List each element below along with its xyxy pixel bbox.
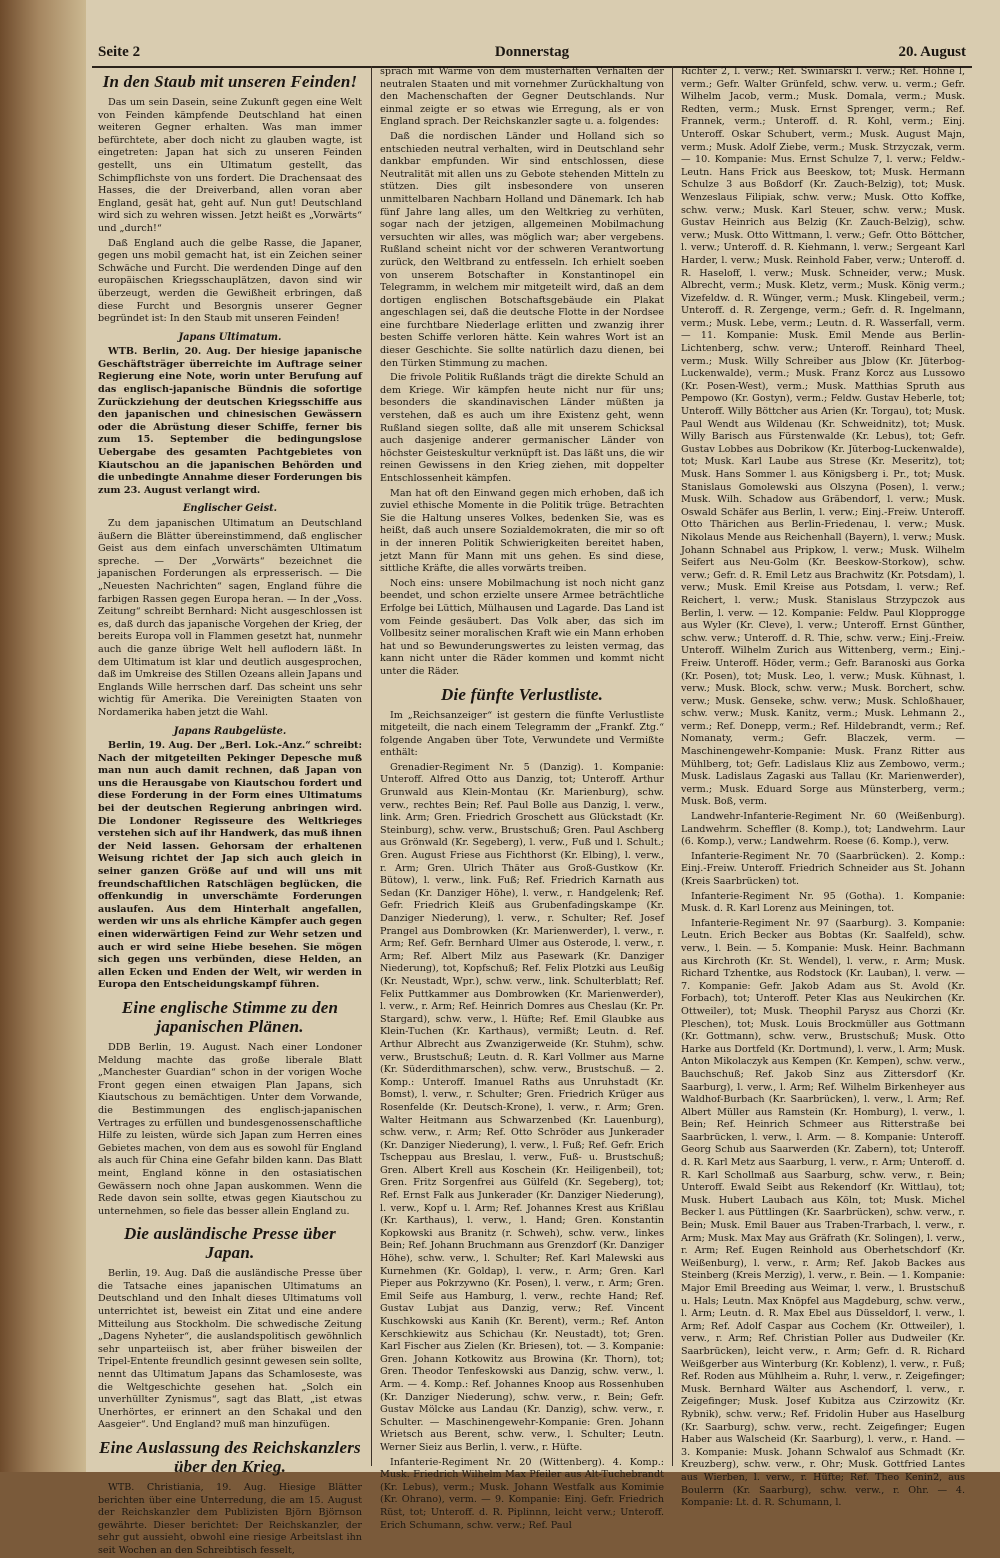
- paragraph: Das um sein Dasein, seine Zukunft gegen eine Welt von Feinden kämpfende Deutschland hat einen weiteren Gegner erhalten. Was man immer befürchtete, aber doch nicht zu glauben wagte, ist eingetreten: Japan hat sich zu unseren Feinden gestellt, uns ein Ultimatum gestellt, das Schimpflichste von uns fordert. Die Drachensaat des Hasses, die der Dreiverband, allen voran aber England, gesät hat, geht auf. Nun gut! Deutschland wird sich zu wehren wissen. Jetzt heißt es „Vorwärts“ und „durch!“: [98, 97, 362, 234]
- paragraph: Berlin, 19. Aug. Der „Berl. Lok.-Anz.“ schreibt: Nach der mitgeteilten Pekinger Depesche muß man nun auch damit rechnen, daß Japan von uns die Herausgabe von Kiautschou fordert und diese Forderung in der Form eines Ultimatums bei der deutschen Regierung anbringen wird. Die Londoner Regisseure des Weltkrieges verstehen sich auf ihr Handwerk, das muß ihnen der Neid lassen. Gehorsam der erhaltenen Weisung richtet der Jap sich auch gleich in seiner ganzen Größe auf und will uns mit freundschaftlichen Ratschlägen beglücken, die offenkundig in unverschämte Forderungen auslaufen. Aus dem Hinterhalt angefallen, werden wir uns als ehrliche Kämpfer auch gegen einen widerwärtigen Feind zur Wehr setzen und auch er wird seine Hiebe besehen. Sie mögen sich gegen uns verbünden, diese Helden, an allen Ecken und Enden der Welt, wir werden in Europa den Entscheidungskampf führen.: [98, 740, 362, 991]
- masthead: [92, 40, 972, 68]
- headline: Eine Auslassung des Reichskanzlers über den Krieg.: [99, 1438, 361, 1476]
- subheading: Japans Ultimatum.: [178, 331, 282, 343]
- paragraph: Zu dem japanischen Ultimatum an Deutschland äußern die Blätter übereinstimmend, daß englischer Geist aus dem einfach unverschämten Ultimatum spreche. — Der „Vorwärts“ bezeichnet die japanischen Forderungen als erpresserisch. — Die „Neuesten Nachrichten“ sagen, England führe die farbigen Rassen gegen Europa heran. — In der „Voss. Zeitung“ schreibt Bernhard: Nicht ausgeschlossen ist es, daß durch das japanische Vorgehen der Krieg, der bereits Europa voll in Flammen gesetzt hat, nunmehr auch die ganze übrige Welt hell auflodern läßt. In dem Ultimatum ist klar und deutlich ausgesprochen, daß im Umkreise des Stillen Ozeans allein Japans und Englands Wille herrschen darf. Das scheint uns sehr wichtig für Amerika. Die Vereinigten Staaten von Nordamerika haben jetzt die Wahl.: [98, 518, 362, 718]
- paragraph: Landwehr-Infanterie-Regiment Nr. 60 (Weißenburg). Landwehrm. Scheffler (8. Komp.), tot; Landwehrm. Laur (6. Komp.), verw.; Landwehrm. Roese (6. Komp.), verw.: [681, 811, 965, 848]
- paragraph: Noch eins: unsere Mobilmachung ist noch nicht ganz beendet, und schon erzielte unsere Armee beträchtliche Erfolge bei Lüttich, Mülhausen und Lagarde. Das Land ist vom Feinde gesäubert. Das Volk aber, das sich im Vollbesitz seiner moralischen Kraft wie ein Mann erhoben hat und so Bewunderungswertes zu leisten vermag, das kann nicht unter die Räder kommen und kommt nicht unter die Räder.: [380, 577, 664, 677]
- column-3: [681, 66, 965, 1509]
- headline: Die ausländische Presse über Japan.: [124, 1224, 336, 1263]
- paragraph: Daß England auch die gelbe Rasse, die Japaner, gegen uns mobil gemacht hat, ist ein Zeichen seiner Schwäche und Furcht. Die werdenden Dinge auf den europäischen Kriegsschauplätzen, davon sind wir überzeugt, werden die Gewißheit erbringen, daß diese Furcht und Besorgnis unserer Gegner begründet ist: In den Staub mit unseren Feinden!: [98, 237, 362, 325]
- paragraph: DDB Berlin, 19. August. Nach einer Londoner Meldung machte das große liberale Blatt „Manchester Guardian“ schon in der vorigen Woche Front gegen einen etwaigen Plan Japans, sich Kiautschous zu bemächtigen. Unter dem Vorwande, die Bestimmungen des englisch-japanischen Vertrages zu erfüllen und bundesgenossenschaftliche Hilfe zu leisten, würde sich Japan zum Herren eines Gebietes machen, von dem aus es sowohl für England als auch für China eine Gefahr bilden kann. Das Blatt meint, England könne in den ostasiatischen Gewässern noch ohne Japan auskommen. Wenn die Rede davon sein sollte, etwas gegen Kiautschou zu unternehmen, so fiele das besser allein England zu.: [98, 1041, 362, 1217]
- headline: In den Staub mit unseren Feinden!: [102, 72, 358, 91]
- paragraph: Daß die nordischen Länder und Holland sich so entschieden neutral verhalten, wird in Deutschland sehr dankbar empfunden. Wir sind entschlossen, diese Neutralität mit allen uns zu Gebote stehenden Mitteln zu stützen. Dies gilt insbesondere von unseren unmittelbaren Nachbarn Holland und Dänemark. Ich hab fünf Jahre lang alles, um den Weltkrieg zu verhüten, sogar nach der jetzigen, allgemeinen Mobilmachung versuchten wir alles, was möglich war; aber vergebens. Rußland scheint nicht vor der schweren Verantwortung zurück, den Weltbrand zu entfesseln. Ich erhielt soeben von unserem Botschafter in Konstantinopel ein Telegramm, in welchem mir mitgeteilt wird, daß an dem dortigen englischen Botschaftsgebäude ein Plakat angeschlagen sei, daß die deutsche Flotte in der Nordsee eine furchtbare Niederlage erlitten und zwanzig ihrer besten Schiffe verloren hätte. Kein wahres Wort ist an dieser Geschichte. Sie sollte natürlich dazu dienen, bei den Türken Stimmung zu machen.: [380, 130, 664, 369]
- subheading: Englischer Geist.: [182, 503, 278, 515]
- book-binding-edge: [0, 0, 86, 1472]
- column-rule: [672, 66, 673, 1466]
- subheading: Japans Raubgelüste.: [173, 725, 287, 737]
- paragraph: WTB. Berlin, 20. Aug. Der hiesige japanische Geschäftsträger überreichte im Auftrage seiner Regierung eine Note, worin unter Berufung auf das englisch-japanische Bündnis die sofortige Zurückziehung der deutschen Kriegsschiffe aus den japanischen und chinesischen Gewässern oder die Abrüstung dieser Schiffe, ferner bis zum 15. September die bedingungslose Uebergabe des gesamten Pachtgebietes von Kiautschou an die japanischen Behörden und die unbedingte Annahme dieser Forderungen bis zum 23. August verlangt wird.: [98, 346, 362, 496]
- column-2: [380, 66, 664, 1531]
- column-1: [98, 66, 362, 1556]
- headline: Die fünfte Verlustliste.: [440, 684, 604, 704]
- paragraph: Im „Reichsanzeiger“ ist gestern die fünfte Verlustliste mitgeteilt, die nach einem Telegramm der „Frankf. Ztg.“ folgende Angaben über Tote, Verwundete und Vermißte enthält:: [380, 709, 664, 759]
- paragraph: Infanterie-Regiment Nr. 70 (Saarbrücken). 2. Komp.: Einj.-Freiw. Unteroff. Friedrich Schneider aus St. Johann (Kreis Saarbrücken) tot.: [681, 850, 965, 887]
- paragraph: Man hat oft den Einwand gegen mich erhoben, daß ich zuviel ethische Momente in die Politik trüge. Betrachten Sie die Haltung unseres Volkes, bedenken Sie, was es heißt, daß auch unsere Sozialdemokraten, die mir so oft in der inneren Politik Schwierigkeiten bereitet haben, jetzt Mann für Mann mit uns gehen. Es sind diese, sittliche Kräfte, die alles vorwärts treiben.: [380, 487, 664, 575]
- page-number: Seite 2: [98, 44, 141, 60]
- column-rule: [371, 66, 372, 1466]
- paragraph: Richter 2, l. verw.; Ref. Swiniarski l. verw.; Ref. Höhne l, verm.; Gefr. Walter Grünfeld, schw. verw. u. verm.; Gefr. Wilhelm Jacob, verm.; Musk. Domala, verm.; Musk. Redten, verm.; Musk. Ernst Sprenger, verm.; Ref. Frannek, verm.; Unteroff. d. R. Kohl, verm.; Einj. Unteroff. Oskar Schubert, verm.; Musk. August Majn, verm.; Musk. Adolf Ziebe, verm.; Musk. Strzyczak, verm. — 10. Kompanie: Mus. Ernst Schulze 7, l. verw.; Feldw.-Leutn. Hans Frick aus Beeskow, tot; Musk. Hermann Schulze 3 aus Boßdorf (Kr. Zauch-Belzig), tot; Musk. Wenzeslaus Filipiak, schw. verw.; Musk. Otto Koffke, schw. verw.; Musk. Karl Steuer, schw. verw.; Musk. Gustav Heinrich aus Belzig (Kr. Zauch-Belzig), schw. verw.; Musk. Otto Wittmann, l. verw.; Gefr. Otto Böttcher, l. verw.; Unteroff. d. R. Kiehmann, l. verw.; Sergeant Karl Harder, l. verw.; Musk. Reinhold Faber, verw.; Unteroff. d. R. Haseloff, l. verw.; Musk. Schneider, verw.; Musk. Albrecht, verm.; Musk. Kletz, verm.; Musk. König verm.; Vizefeldw. d. R. Wünger, verm.; Musk. Klingebeil, verm.; Unteroff. d. R. Zergenge, verm.; Gefr. d. R. Ingelmann, verm.; Musk. Lebe, verm.; Leutn. d. R. Wasserfall, verm. — 11. Kompanie: Musk. Emil Mende aus Berlin-Lichtenberg, schw. verw.; Unteroff. Reinhard Theel, verm.; Musk. Willy Schreiber aus Jblow (Kr. Jüterbog-Luckenwalde), verm.; Musk. Franz Korcz aus Lussowo (Kr. Posen-West), verm.; Musk. Matthias Spruth aus Pempowo (Kr. Gostyn), verm.; Feldw. Gustav Heberle, tot; Unteroff. Willy Böttcher aus Arien (Kr. Torgau), tot; Musk. Paul Wendt aus Wildenau (Kr. Schweidnitz), tot; Musk. Willy Barisch aus Fürstenwalde (Kr. Lebus), tot; Gefr. Gustav Lobbes aus Dobrikow (Kr. Jüterbog-Luckenwalde), tot; Musk. Karl Laube aus Strese (Kr. Meseritz), tot; Musk. Hans Sommer l. aus Königsberg i. Pr., tot; Musk. Stanislaus Gomolewski aus Olszyna (Posen), l. verw.; Musk. Wilh. Schadow aus Gräbendorf, l. verw.; Musk. Oswald Schäfer aus Berlin, l. verw.; Einj.-Freiw. Unteroff. Otto Thärichen aus Berlin-Friedenau, l. verw.; Musk. Nikolaus Mende aus Reichenhall (Bayern), l. verw.; Musk. Johann Schnabel aus Pripkow, l. verw.; Musk. Wilhelm Seifert aus Neu-Golm (Kr. Beeskow-Storkow), schw. verw.; Gefr. d. R. Emil Letz aus Brachwitz (Kr. Potsdam), l. verw.; Musk. Emil Kreise aus Potsdam, l. verw.; Ref. Reichert, l. verw.; Musk. Stanislaus Strzypczok aus Berlin, l. verw. — 12. Kompanie: Feldw. Paul Klopprogge aus Wyler (Kr. Cleve), l. verw.; Unteroff. Ernst Günther, schw. verw.; Unteroff. d. R. Thie, schw. verw.; Einj.-Freiw. Unteroff. Wilhelm Zurich aus Wittenberg, verm.; Einj.-Freiw. Unteroff. Höder, verm.; Gefr. Baranoski aus Gorka (Kr. Posen), tot; Musk. Leo, l. verw.; Musk. Kühnast, l. verw.; Musk. Block, schw. verw.; Musk. Borchert, schw. verw.; Musk. Genseke, schw. verw.; Musk. Schloßhauer, schw. verw.; Musk. Kanitz, verm.; Musk. Lehmann 2., verm.; Ref. Donepp, verm.; Ref. Hildebrandt, verm.; Ref. Nomanaty, verm.; Gefr. Blaczek, verm. — Maschinengewehr-Kompanie: Musk. Franz Ritter aus Mühlberg, tot; Gefr. Ladislaus Kliz aus Zembowo, verm.; Musk. Ladislaus Zagaski aus Tallau (Kr. Marienwerder), verm.; Musk. Eduard Sorge aus Münsterberg, verm.; Musk. Boß, verm.: [681, 66, 965, 808]
- paragraph: WTB. Christiania, 19. Aug. Hiesige Blätter berichten über eine Unterredung, die am 15. August der Reichskanzler dem Publizisten Björn Björnson gewährte. Dieser berichtet: Der Reichskanzler, der sehr gut aussieht, obwohl eine riesige Arbeitslast ihn seit Wochen an den Schreibtisch fesselt,: [98, 1482, 362, 1556]
- headline: Eine englische Stimme zu den japanischen Plänen.: [121, 997, 339, 1036]
- paragraph: Infanterie-Regiment Nr. 97 (Saarburg). 3. Kompanie: Leutn. Erich Becker aus Bobtas (Kr. Saalfeld), schw. verw., l. Bein. — 5. Kompanie: Musk. Heinr. Bachmann aus Kirchroth (Kr. St. Wendel), l. verw., r. Arm; Musk. Richard Tzhentke, aus Rodstock (Kr. Lauban), l. verw. — 7. Kompanie: Gefr. Jakob Adam aus St. Avold (Kr. Forbach), tot; Unteroff. Peter Klas aus Neukirchen (Kr. Ottweiler), tot; Musk. Theophil Parysz aus Chorzi (Kr. Pleschen), tot; Musk. Louis Brockmüller aus Gottmann (Kr. Gottmann), schw. verw., Brustschuß; Musk. Otto Harke aus Dortfeld (Kr. Dortmund), l. verw., l. Arm; Musk. Anton Mikolaczyk aus Kempen (Kr. Kempen), schw. verw., Bauchschuß; Ref. Jakob Sinz aus Zittersdorf (Kr. Saarburg), l. verw., l. Arm; Ref. Wilhelm Birkenheyer aus Waldhof-Burbach (Kr. Saarbrücken), l. verw., l. Arm; Ref. Albert Müller aus Ramstein (Kr. Homburg), l. verw., l. Bein; Ref. Heinrich Schmeer aus Ritterstraße bei Saarbrücken, l. verw., l. Arm. — 8. Kompanie: Unteroff. Georg Schub aus Saarwerden (Kr. Zabern), tot; Unteroff. d. R. Karl Metz aus Saarburg, l. verw., r. Arm; Unteroff. d. R. Karl Schollmaß aus Saarburg, schw. verw., r. Bein; Unteroff. Ewald Seibt aus Rekendorf (Kr. Wittlau), tot; Musk. Hubert Laubach aus Köln, tot; Musk. Michel Becker l. aus Püttlingen (Kr. Saarbrücken), schw. verw., r. Bein; Musk. Emil Bauer aus Traben-Trarbach, l. verw., r. Arm; Musk. Max May aus Gräfrath (Kr. Solingen), l. verw., r. Arm; Ref. Eugen Reinhold aus Oberhetschdorf (Kr. Weißenburg), l. verw., r. Arm; Ref. Jakob Backes aus Steinberg (Kreis Merzig), l. verw., r. Bein. — 1. Kompanie: Major Emil Breeding aus Weimar, l. verw., l. Brustschuß u. Hals; Leutn. Max Knöpfel aus Magdeburg, schw. verw., l. Arm; Leutn. d. R. Max Ebel aus Düsseldorf, l. verw., l. Arm; Ref. Adolf Caspar aus Cochem (Kr. Ottweiler), l. verw., r. Arm; Ref. Christian Poller aus Dudweiler (Kr. Saarbrücken), leicht verw., r. Arm; Gefr. d. R. Richard Weißgerber aus Winterburg (Kr. Koblenz), l. verw., r. Fuß; Ref. Roden aus Mühlheim a. Ruhr, l. verw., r. Zeigefinger; Musk. Bernhard Wälter aus Aschendorf, l. verw., r. Zeigefinger; Musk. Josef Kubitza aus Czirzowitz (Kr. Rybnik), schw. verw.; Ref. Fridolin Huber aus Haselburg (Kr. Saarburg), schw. verw., recht. Zeigefinger; Eugen Haber aus Walscheid (Kr. Saarburg), l. verw., r. Hand. — 3. Kompanie: Musk. Johann Schwalof aus Schmadt (Kr. Kreuzberg), schw. verw., r. Ohr; Musk. Gottfried Lantes aus Wierben, l. verw., r. Hüfte; Ref. Theo Kenin2, aus Boulerrn (Kr. Saarburg), schw. verw., r. Ohr. — 4. Kompanie: Lt. d. R. Schumann, l.: [681, 917, 965, 1509]
- date: 20. August: [898, 44, 966, 60]
- paragraph: Infanterie-Regiment Nr. 95 (Gotha). 1. Kompanie: Musk. d. R. Karl Lorenz aus Meiningen, tot.: [681, 890, 965, 915]
- paragraph: Infanterie-Regiment Nr. 20 (Wittenberg). 4. Komp.: Musk. Friedrich Wilhelm Max Pfeiler aus Alt-Tuchebrandt (Kr. Lebus), verm.; Musk. Johann Westfalk aus Komimie (Kr. Ohrano), verm. — 9. Kompanie: Einj. Gefr. Friedrich Rüst, tot; Unteroff. d. R. Piplinnn, leicht verw.; Unteroff. Erich Schumann, schw. verw.; Ref. Paul: [380, 1456, 664, 1531]
- weekday: Donnerstag: [494, 44, 570, 60]
- paragraph: sprach mit Wärme von dem musterhaften Verhalten der neutralen Staaten und mit vornehmer Zurückhaltung von den Machenschaften der Gegner Deutschlands. Nur einmal zeigte er so etwas wie Erregung, als er von England sprach. Der Reichskanzler sagte u. a. folgendes:: [380, 66, 664, 128]
- paragraph: Die frivole Politik Rußlands trägt die direkte Schuld an dem Kriege. Wir kämpfen heute nicht nur für uns; besonders die skandinavischen Länder müßten ja verstehen, daß es auch um ihre Existenz geht, wenn Rußland siegen sollte, daß alle mit unserem Schicksal auch dasjenige anderer germanischer Länder von höchster Geisteskultur verknüpft ist. Das läßt uns, die wir reinen Gewissens in den Krieg ziehen, mit doppelter Entschlossenheit kämpfen.: [380, 372, 664, 484]
- paragraph: Berlin, 19. Aug. Daß die ausländische Presse über die Tatsache eines japanischen Ultimatums an Deutschland und den Inhalt dieses Ultimatums voll unterrichtet ist, beweist ein Zitat und eine andere Mitteilung aus Stockholm. Die schwedische Zeitung „Dagens Nyheter“, die auslandspolitisch gewöhnlich sehr unparteiisch ist, aber früher bisweilen der Tripel-Entente freundlich gesinnt gewesen sein sollte, nennt das Ultimatum Japans das Schamloseste, was die Weltgeschichte gesehen hat. „Solch ein unverhüllter Zynismus“, sagt das Blatt, „ist etwas Unerhörtes, er erinnert an den Schakal und den Aasgeier“. Und England? muß man hinzufügen.: [98, 1268, 362, 1431]
- paragraph: Grenadier-Regiment Nr. 5 (Danzig). 1. Kompanie: Unteroff. Alfred Otto aus Danzig, tot; Unteroff. Arthur Grunwald aus Klein-Montau (Kr. Marienburg), schw. verw., rechtes Bein; Ref. Paul Bolle aus Danzig, l. verw., link. Arm; Gren. Friedrich Groschett aus Glückstadt (Kr. Steinburg), schw. verw., Brustschuß; Gren. Paul Aschberg aus Grönwald (Kr. Segeberg), l. verw., Fuß und l. Schult.; Gren. August Friese aus Fichthorst (Kr. Elbing), l. verw., r. Arm; Gren. Ulrich Thäter aus Groß-Gustkow (Kr. Bütow), l. verw., link. Fuß; Ref. Friedrich Karnath aus Sedan (Kr. Danziger Höhe), l. verw., r. Handgelenk; Ref. Gefr. Friedrich Kleiß aus Grubenfadingskampe (Kr. Danziger Niederung), l. verw., r. Schulter; Ref. Josef Prangel aus Dombrowken (Kr. Marienwerder), l. verw., r. Arm; Ref. Gefr. Bernhard Ulmer aus Osterode, l. verw., r. Arm; Ref. Albert Milz aus Pasewark (Kr. Danziger Niederung), tot, Kopfschuß; Ref. Felix Plotzki aus Leußig (Kr. Neustadt, Wpr.), schw. verw., link. Schulterblatt; Ref. Felix Puttkammer aus Dombrowken (Kr. Marienwerder), l. verw., r. Arm; Ref. Heinrich Domres aus Cheslau (Kr. Pr. Stargard), schw. verw., l. Hüfte; Ref. Emil Glaubke aus Klein-Tuchen (Kr. Karthaus), vermißt; Leutn. d. Ref. Arthur Albrecht aus Zwanzigerweide (Kr. Stuhm), schw. verw., Brustschuß; Leutn. d. R. Karl Vollmer aus Marne (Kr. Süderdithmarschen), schw. verw., Brustschuß. — 2. Komp.: Unteroff. Imanuel Raths aus Unruhstadt (Kr. Bomst), l. verw., r. Schulter; Gren. Friedrich Krüger aus Rosenfelde (Kr. Deutsch-Krone), l. verw., r. Arm; Gren. Walter Heitmann aus Schwarzenbed (Kr. Lauenburg), schw. verw., r. Arm; Ref. Otto Schröder aus Junkerader (Kr. Danziger Niederung), l. verw., l. Fuß; Ref. Gefr. Erich Tscheppau aus Breslau, l. verw., Fuß- u. Brustschuß; Gren. Albert Krell aus Koschein (Kr. Heiligenbeil), tot; Gren. Fritz Sorgenfrei aus Gülfeld (Kr. Segeberg), tot; Ref. Ernst Falk aus Junkerader (Kr. Danziger Niederung), l. verw., Kopf u. l. Arm; Ref. Johannes Krest aus Krißlau (Kr. Karthaus), l. verw., l. Hand; Gren. Konstantin Kopkowski aus Branitz (r. Schweh), schw. verw., linkes Bein; Ref. Johann Bruchmann aus Grenzdorf (Kr. Danziger Höhe), schw. verw., l. Schulter; Ref. Karl Malewski aus Kurnehmen (Kr. Goldap), l. verw., r. Arm; Gren. Karl Pieper aus Pokrzywno (Kr. Posen), l. verw., r. Arm; Gren. Emil Seife aus Hamburg, l. verw., rechte Hand; Ref. Gustav Lubjat aus Danzig, verw.; Ref. Vincent Kuschkowski aus Kanih (Kr. Berent), verm.; Ref. Anton Kerschkiewitz aus Schichau (Kr. Neustadt), tot; Gren. Karl Fischer aus Zielen (Kr. Briesen), tot. — 3. Kompanie: Gren. Johann Kotkowitz aus Browina (Kr. Thorn), tot; Gren. Theodor Tenfeskowski aus Danzig, schw. verw., l. Arm. — 4. Komp.: Ref. Johannes Knoop aus Rossenhuben (Kr. Danziger Niederung), schw. verw., r. Bein; Gefr. Gustav Mölcke aus Landau (Kr. Danzig), schw. verw., r. Schulter. — Maschinengewehr-Kompanie: Gren. Johann Wrietsch aus Berent, schw. verw., l. Schulter; Leutn. Werner Sieiz aus Berlin, l. verw., r. Hüfte.: [380, 761, 664, 1453]
